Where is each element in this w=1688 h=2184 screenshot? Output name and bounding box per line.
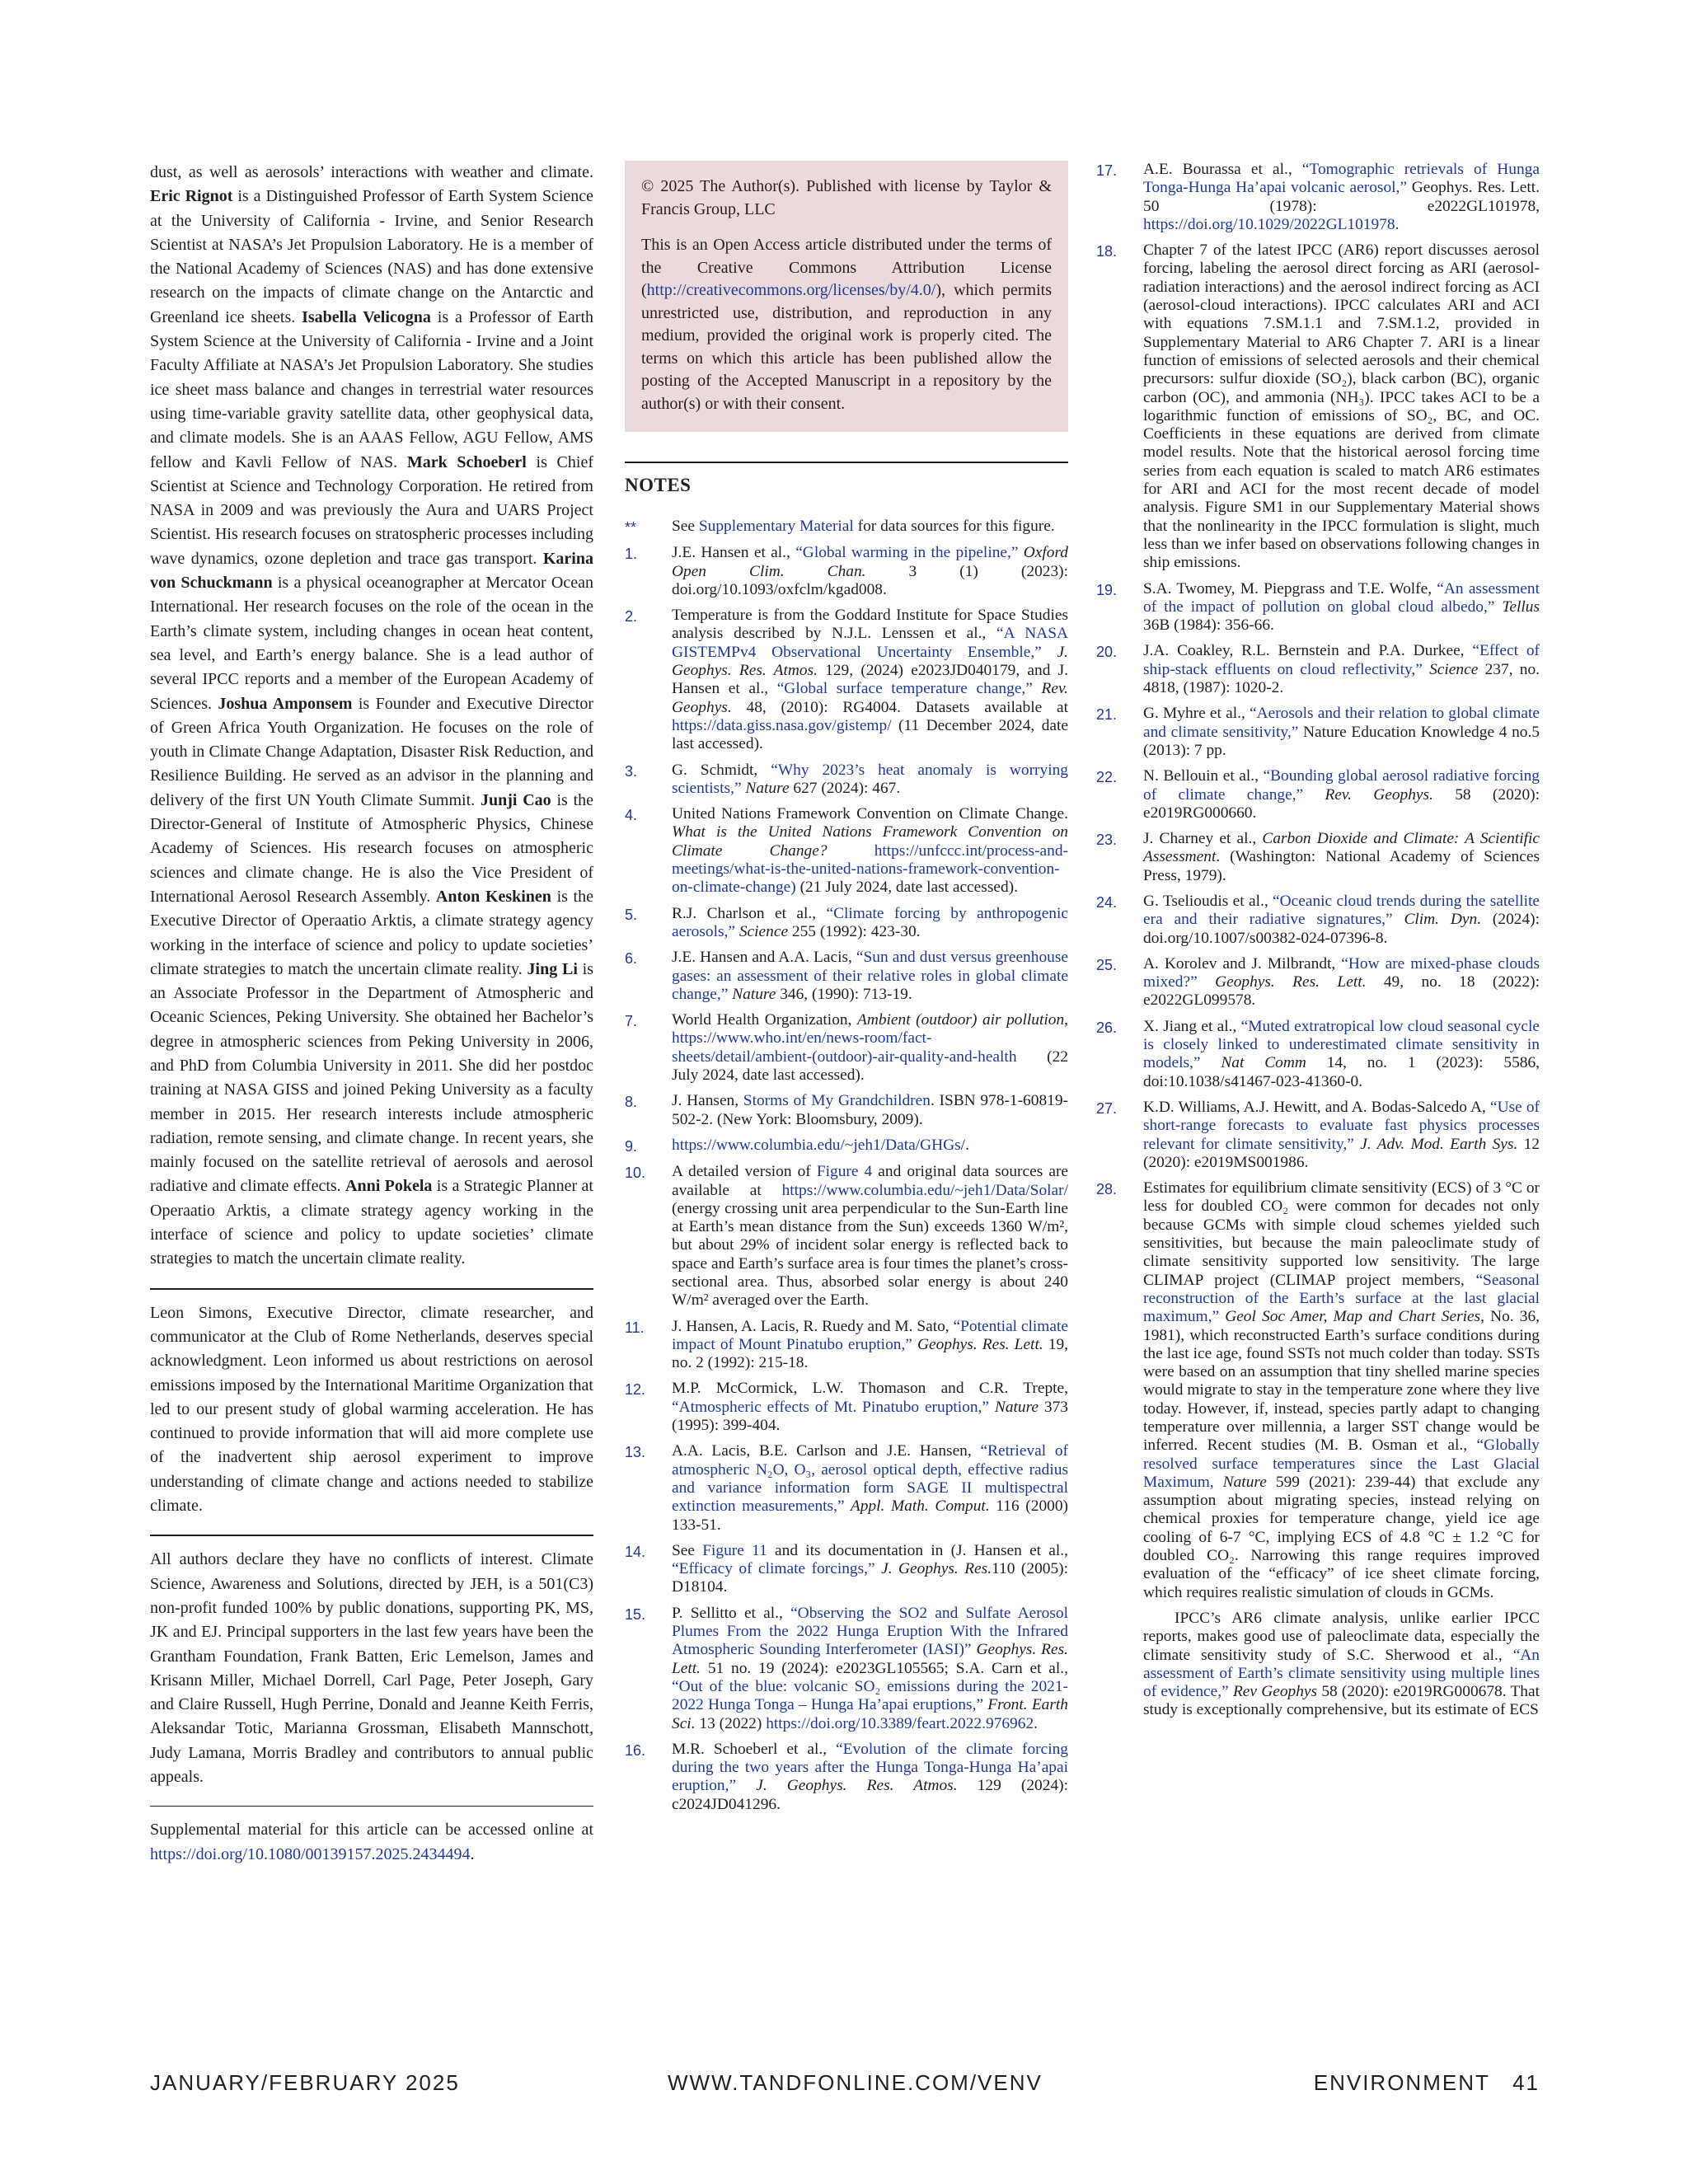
italic-text: Geol Soc Amer, Map and Chart Series bbox=[1219, 1308, 1481, 1326]
footer-website[interactable]: WWW.TANDFONLINE.COM/VENV bbox=[668, 2070, 1043, 2095]
italic-text: J. Geophys. Res. Atmos. bbox=[672, 643, 1068, 680]
italic-text: Nat Comm bbox=[1200, 1054, 1306, 1072]
italic-text: Geophys. Res. Lett. bbox=[672, 1641, 1068, 1677]
note-item bbox=[1096, 767, 1540, 823]
reference-link[interactable]: https://doi.org/10.3389/feart.2022.976962 bbox=[766, 1714, 1034, 1732]
italic-text: Carbon Dioxide and Climate: A Scientific Assessment bbox=[1143, 830, 1540, 866]
note-number[interactable]: 3. bbox=[625, 762, 638, 780]
reference-link[interactable]: “Muted extratropical low cloud seasonal cycle is closely linked to underestimated climate sensitivity in models,” bbox=[1143, 1017, 1540, 1072]
italic-text: Oxford Open Clim. Chan. bbox=[672, 544, 1068, 580]
note-text: G. Tselioudis et al., “Oceanic cloud trends during the satellite era and their radiative signatures,” Clim. Dyn. (2024): doi.org/10.1007/s00382-024-07396-8. bbox=[1143, 892, 1540, 947]
note-text: J.E. Hansen and A.A. Lacis, “Sun and dust versus greenhouse gases: an assessment of their relative roles in global climate change,” Nature 346, (1990): 713-19. bbox=[672, 949, 1068, 1003]
reference-link[interactable]: “Effect of ship-stack effluents on cloud reflectivity,” bbox=[1143, 642, 1540, 678]
note-item bbox=[625, 762, 1068, 799]
note-number[interactable]: 27. bbox=[1096, 1099, 1118, 1117]
note-number[interactable]: 7. bbox=[625, 1013, 638, 1030]
supplemental-text: Supplemental material for this article can be accessed online at https://doi.org/10.1080/00139157.2025.2434494. bbox=[150, 1821, 593, 1863]
note-number[interactable]: 13. bbox=[625, 1444, 646, 1461]
reference-link[interactable]: “Oceanic cloud trends during the satellite era and their radiative signatures,” bbox=[1143, 892, 1540, 929]
footer-issue-date: JANUARY/FEBRUARY 2025 bbox=[150, 2070, 460, 2095]
acknowledgment-section bbox=[150, 1301, 593, 1519]
italic-text: Geophys. Res. Lett. bbox=[1197, 973, 1367, 991]
reference-link[interactable]: “Potential climate impact of Mount Pinatubo eruption,” bbox=[672, 1317, 1068, 1353]
italic-text: J. Adv. Mod. Earth Sys. bbox=[1353, 1135, 1518, 1153]
note-number[interactable]: 24. bbox=[1096, 893, 1118, 911]
note-number[interactable]: 23. bbox=[1096, 832, 1118, 849]
note-text: A.A. Lacis, B.E. Carlson and J.E. Hansen, “Retrieval of atmospheric N₂O, O₃, aerosol optical depth, effective radius and variance information form SAGE II multispectral extinction measurements,” Appl. Math. Comput. 116 (2000) 133-51. bbox=[672, 1442, 1069, 1534]
note-text: https://www.columbia.edu/~jeh1/Data/GHGs/. bbox=[672, 1136, 969, 1154]
left-column bbox=[150, 161, 593, 1867]
note-number[interactable]: 12. bbox=[625, 1381, 646, 1399]
note-text: J. Charney et al., Carbon Dioxide and Climate: A Scientific Assessment. (Washington: National Academy of Sciences Press, 1979). bbox=[1143, 830, 1540, 884]
note-number[interactable]: 17. bbox=[1096, 162, 1118, 179]
note-text: A. Korolev and J. Milbrandt, “How are mixed-phase clouds mixed?” Geophys. Res. Lett. 49, no. 18 (2022): e2022GL099578. bbox=[1143, 954, 1540, 1010]
note-continuation-paragraph: IPCC’s AR6 climate analysis, unlike earlier IPCC reports, makes good use of paleoclimate data, especially the climate sensitivity study of S.C. Sherwood et al., “An assessment of Earth’s climate sensitivity using multiple lines of evidence,” Rev Geophys 58 (2020): e2019RG000678. That study is exceptionally comprehensive, but its estimate of ECS bbox=[1143, 1609, 1540, 1719]
note-text: World Health Organization, Ambient (outdoor) air pollution, https://www.who.int/en/news-room/fact-sheets/detail/ambient-(outdoor)-air-quality-and-health (22 July 2024, date last accessed). bbox=[672, 1011, 1068, 1085]
author-name: Jing Li bbox=[527, 959, 578, 978]
reference-link[interactable]: “Climate forcing by anthropogenic aerosols,” bbox=[672, 904, 1068, 940]
reference-link[interactable]: https://www.columbia.edu/~jeh1/Data/GHGs/ bbox=[672, 1136, 966, 1154]
note-item bbox=[625, 1011, 1068, 1085]
italic-text: Appl. Math. Comput. bbox=[844, 1497, 990, 1516]
note-number[interactable]: 19. bbox=[1096, 581, 1118, 598]
note-item bbox=[1096, 580, 1540, 635]
note-text: Temperature is from the Goddard Institute for Space Studies analysis described by N.J.L. Lenssen et al., “A NASA GISTEMPv4 Observational Uncertainty Ensemble,” J. Geophys. Res. Atmos. 129, (2024) e2023JD040179, and J. Hansen et al., “Global surface temperature change,” Rev. Geophys. 48, (2010): RG4004. Datasets available at https://data.giss.nasa.gov/gistemp/ (11 December 2024, date last accessed). bbox=[672, 607, 1068, 753]
italic-text: Clim. Dyn. bbox=[1392, 911, 1482, 929]
note-number[interactable]: 5. bbox=[625, 906, 638, 923]
note-number[interactable]: 9. bbox=[625, 1137, 638, 1155]
note-item bbox=[625, 1442, 1068, 1534]
note-number[interactable]: 15. bbox=[625, 1605, 646, 1623]
note-item bbox=[625, 1380, 1068, 1435]
reference-link[interactable]: “A NASA GISTEMPv4 Observational Uncertainty Ensemble,” bbox=[672, 625, 1068, 661]
note-item bbox=[625, 805, 1068, 897]
reference-link[interactable]: “Why 2023’s heat anomaly is worrying scientists,” bbox=[672, 761, 1068, 797]
note-number[interactable]: 4. bbox=[625, 807, 638, 824]
italic-text: Nature bbox=[728, 985, 776, 1003]
note-text: K.D. Williams, A.J. Hewitt, and A. Bodas-Salcedo A, “Use of short-range forecasts to evaluate fast physics processes relevant for climate sensitivity,” J. Adv. Mod. Earth Sys. 12 (2020): e2019MS001986. bbox=[1143, 1098, 1540, 1171]
reference-link[interactable]: “Evolution of the climate forcing during the two years after the Hunga Tonga-Hunga Ha’apai eruption,” bbox=[672, 1740, 1068, 1795]
note-text: A detailed version of Figure 4 and original data sources are available at https://www.columbia.edu/~jeh1/Data/Solar/ (energy crossing unit area perpendicular to the Sun-Earth line at Earth’s mean distance from the Sun) exceeds 1360 W/m², but about 29% of incident solar energy is reflected back to space and Earth’s surface area is four times the planet’s cross-sectional area. Thus, absorbed solar energy is about 240 W/m² averaged over the Earth. bbox=[672, 1163, 1069, 1310]
italic-text: Ambient (outdoor) air pollution bbox=[856, 1011, 1065, 1029]
note-item bbox=[625, 1137, 1068, 1155]
author-name: Anton Keskinen bbox=[435, 887, 551, 906]
reference-link[interactable]: https://www.who.int/en/news-room/fact-sheets/detail/ambient-(outdoor)-air-quality-and-health bbox=[672, 1029, 1017, 1066]
reference-link[interactable]: “Observing the SO2 and Sulfate Aerosol Plumes From the 2022 Hunga Eruption With the Infrared Atmospheric Sounding Interferometer (IASI)” bbox=[672, 1604, 1068, 1659]
license-copyright: © 2025 The Author(s). Published with license by Taylor & Francis Group, LLC bbox=[641, 177, 1052, 218]
section-divider bbox=[150, 1806, 593, 1807]
reference-link[interactable]: “Sun and dust versus greenhouse gases: an assessment of their relative roles in global climate change,” bbox=[672, 949, 1068, 1003]
note-text: J. Hansen, Storms of My Grandchildren. ISBN 978-1-60819-502-2. (New York: Bloomsbury, 2009). bbox=[672, 1092, 1068, 1128]
author-name: Mark Schoeberl bbox=[406, 452, 527, 471]
note-item bbox=[1096, 893, 1540, 948]
note-item bbox=[625, 518, 1068, 537]
note-item bbox=[625, 1741, 1068, 1814]
italic-text: Rev Geophys bbox=[1228, 1683, 1318, 1701]
note-number[interactable]: 14. bbox=[625, 1543, 646, 1560]
reference-link[interactable]: “Out of the blue: volcanic SO₂ emissions during the 2021-2022 Hunga Tonga – Hunga Ha’apai eruptions,” bbox=[672, 1677, 1068, 1714]
reference-link[interactable]: “Seasonal reconstruction of the Earth’s surface at the last glacial maximum,” bbox=[1143, 1271, 1540, 1326]
reference-link[interactable]: https://data.giss.nasa.gov/gistemp/ bbox=[672, 716, 892, 734]
note-number[interactable]: 16. bbox=[625, 1741, 646, 1759]
author-name: Joshua Amponsem bbox=[218, 694, 353, 713]
italic-text: Nature bbox=[989, 1398, 1039, 1416]
reference-link[interactable]: “Globally resolved surface temperatures since the Last Glacial Maximum, bbox=[1143, 1436, 1540, 1491]
author-name: Junji Cao bbox=[480, 790, 551, 809]
note-text: Chapter 7 of the latest IPCC (AR6) report discusses aerosol forcing, labeling the aerosol direct forcing as ARI (aerosol-radiation interactions) and the aerosol indirect forcing as ACI (aerosol-cloud interactions). IPCC calculates ARI and ACI with equations 7.SM.1.1 and 7.SM.1.2, provided in Supplementary Material to AR6 Chapter 7. ARI is a linear function of emissions of selected aerosols and their chemical precursors: sulfur dioxide (SO₂), black carbon (BC), organic carbon (OC), and ammonia (NH₃). IPCC takes ACI to be a logarithmic function of emissions of SO₂, BC, and OC. Coefficients in these equations are derived from climate model results. Note that the historical aerosol forcing time series from each equation is scaled to match AR6 estimates for ARI and ACI for the most recent decade of model analysis. Figure SM1 in our Supplementary Material shows that the nonlinearity in the IPCC formulation is slight, much less than we infer based on observations following changes in ship emissions. bbox=[1143, 241, 1540, 572]
reference-link[interactable]: Figure 11 bbox=[702, 1541, 767, 1559]
note-text: J. Hansen, A. Lacis, R. Ruedy and M. Sato, “Potential climate impact of Mount Pinatubo eruption,” Geophys. Res. Lett. 19, no. 2 (1992): 215-18. bbox=[672, 1317, 1068, 1372]
reference-link[interactable]: Figure 4 bbox=[816, 1163, 873, 1181]
note-item bbox=[1096, 1179, 1540, 1602]
reference-link[interactable]: “Tomographic retrievals of Hunga Tonga-Hunga Ha’apai volcanic aerosol,” bbox=[1143, 161, 1540, 197]
right-column bbox=[1096, 161, 1540, 1720]
reference-link[interactable]: http://creativecommons.org/licenses/by/4.0/ bbox=[646, 281, 936, 299]
supplemental-section bbox=[150, 1818, 593, 1867]
note-text: United Nations Framework Convention on Climate Change. What is the United Nations Framework Convention on Climate Change? https://unfccc.int/process-and-meetings/what-is-the-united-nations-framework-convention-on-climate-change) (21 July 2024, date last accessed). bbox=[672, 805, 1068, 897]
italic-text: Front. Earth Sci. bbox=[672, 1696, 1068, 1732]
reference-link[interactable]: https://doi.org/10.1029/2022GL101978 bbox=[1143, 215, 1395, 233]
note-text: J.E. Hansen et al., “Global warming in the pipeline,” Oxford Open Clim. Chan. 3 (1) (2023): doi.org/10.1093/oxfclm/kgad008. bbox=[672, 544, 1068, 598]
section-divider bbox=[150, 1535, 593, 1536]
note-text: See Figure 11 and its documentation in (J. Hansen et al., “Efficacy of climate forcings,” J. Geophys. Res.110 (2005): D18104. bbox=[672, 1541, 1068, 1596]
reference-link[interactable]: “Efficacy of climate forcings,” bbox=[672, 1560, 875, 1578]
license-text: This is an Open Access article distributed under the terms of the Creative Commons Attribution License (http://creativecommons.org/licenses/by/4.0/), which permits unrestricted use, distribution, and reproduction in any medium, provided the original work is properly cited. The terms on which this article has been published allow the posting of the Accepted Manuscript in a repository by the author(s) or with their consent. bbox=[641, 236, 1052, 413]
note-number[interactable]: 28. bbox=[1096, 1181, 1118, 1198]
reference-link[interactable]: https://doi.org/10.1080/00139157.2025.2434494 bbox=[150, 1844, 471, 1863]
reference-link[interactable]: https://www.columbia.edu/~jeh1/Data/Solar/ bbox=[781, 1181, 1068, 1199]
note-item bbox=[625, 1318, 1068, 1373]
reference-link[interactable]: “Retrieval of atmospheric N₂O, O₃, aerosol optical depth, effective radius and variance information form SAGE II multispectral extinction measurements,” bbox=[672, 1442, 1068, 1516]
note-text: M.R. Schoeberl et al., “Evolution of the climate forcing during the two years after the Hunga Tonga-Hunga Ha’apai eruption,” J. Geophys. Res. Atmos. 129 (2024): c2024JD041296. bbox=[672, 1740, 1068, 1813]
italic-text: Geophys. Res. Lett. bbox=[912, 1335, 1043, 1353]
note-number[interactable]: 18. bbox=[1096, 243, 1118, 260]
reference-link[interactable]: Supplementary Material bbox=[698, 518, 854, 535]
note-number[interactable]: 1. bbox=[625, 546, 638, 563]
italic-text: Nature bbox=[741, 779, 790, 797]
note-item bbox=[1096, 830, 1540, 885]
middle-column bbox=[625, 161, 1068, 1821]
note-number[interactable]: 6. bbox=[625, 950, 638, 968]
note-item bbox=[1096, 642, 1540, 697]
note-item bbox=[625, 607, 1068, 753]
italic-text: Science bbox=[1422, 660, 1479, 678]
note-text: X. Jiang et al., “Muted extratropical low cloud seasonal cycle is closely linked to underestimated climate sensitivity in models,” Nat Comm 14, no. 1 (2023): 5586, doi:10.1038/s41467-023-41360-0. bbox=[1143, 1017, 1540, 1090]
note-number[interactable]: 11. bbox=[625, 1319, 645, 1336]
author-name: Eric Rignot bbox=[150, 187, 233, 206]
note-text: P. Sellitto et al., “Observing the SO2 and Sulfate Aerosol Plumes From the 2022 Hunga Eruption With the Infrared Atmospheric Sounding Interferometer (IASI)” Geophys. Res. Lett. 51 no. 19 (2024): e2023GL105565; S.A. Carn et al., “Out of the blue: volcanic SO₂ emissions during the 2021-2022 Hunga Tonga – Hunga Ha’apai eruptions,” Front. Earth Sci. 13 (2022) https://doi.org/10.3389/feart.2022.976962. bbox=[672, 1604, 1068, 1732]
reference-link[interactable]: “Use of short-range forecasts to evaluate fast physics processes relevant for climate sensitivity,” bbox=[1143, 1098, 1540, 1153]
note-number[interactable]: 2. bbox=[625, 608, 638, 626]
conflicts-text: All authors declare they have no conflicts of interest. Climate Science, Awareness and Solutions, directed by JEH, is a 501(C3) non-profit funded 100% by public donations, supporting PK, MS, JK and EJ. Principal supporters in the last few years have been the Grantham Foundation, Frank Batten, Eric Lemelson, James and Krisann Miller, Michael Dorrell, Carl Page, Peter Joseph, Gary and Claire Russell, Hugh Perrine, Donald and Jeanne Keith Ferris, Aleksandar Totic, Marianna Grossman, Elisabeth Mannschott, Judy Lamana, Morris Bradley and contributors to annual public appeals. bbox=[150, 1550, 593, 1786]
note-number[interactable]: 25. bbox=[1096, 956, 1118, 973]
section-divider bbox=[150, 1288, 593, 1290]
reference-link[interactable]: “Global surface temperature change,” bbox=[776, 680, 1033, 698]
italic-text: Rev. Geophys. bbox=[672, 680, 1068, 716]
reference-link[interactable]: “How are mixed-phase clouds mixed?” bbox=[1143, 954, 1540, 991]
reference-link[interactable]: https://unfccc.int/process-and-meetings/what-is-the-united-nations-framework-convention-on-climate-change) bbox=[672, 841, 1068, 897]
note-number[interactable]: 8. bbox=[625, 1094, 638, 1111]
footer-journal-page: ENVIRONMENT 41 bbox=[1313, 2070, 1540, 2095]
note-item bbox=[625, 1542, 1068, 1597]
notes-list bbox=[625, 518, 1068, 1814]
note-text: R.J. Charlson et al., “Climate forcing by anthropogenic aerosols,” Science 255 (1992): 423-30. bbox=[672, 904, 1068, 940]
note-text: A.E. Bourassa et al., “Tomographic retrievals of Hunga Tonga-Hunga Ha’apai volcanic aerosol,” Geophys. Res. Lett. 50 (1978): e2022GL101978, https://doi.org/10.1029/2022GL101978. bbox=[1143, 161, 1540, 233]
note-text: N. Bellouin et al., “Bounding global aerosol radiative forcing of climate change,” Rev. Geophys. 58 (2020): e2019RG000660. bbox=[1143, 767, 1540, 822]
reference-link[interactable]: “An assessment of the impact of pollution on global cloud albedo,” bbox=[1143, 579, 1540, 616]
note-number[interactable]: ** bbox=[625, 519, 637, 536]
note-item bbox=[1096, 241, 1540, 572]
note-number[interactable]: 22. bbox=[1096, 769, 1118, 786]
note-text: See Supplementary Material for data sources for this figure. bbox=[672, 518, 1055, 535]
author-name: Isabella Velicogna bbox=[302, 307, 431, 326]
italic-text: J. Geophys. Res. Atmos. bbox=[736, 1777, 958, 1795]
reference-link[interactable]: “Aerosols and their relation to global climate and climate sensitivity,” bbox=[1143, 705, 1540, 741]
note-item bbox=[625, 1605, 1068, 1733]
note-text: G. Myhre et al., “Aerosols and their relation to global climate and climate sensitivity,” Nature Education Knowledge 4 no.5 (2013): 7 pp. bbox=[1143, 705, 1540, 759]
conflicts-section bbox=[150, 1548, 593, 1789]
note-item bbox=[625, 949, 1068, 1004]
reference-link[interactable]: “Bounding global aerosol radiative forcing of climate change,” bbox=[1143, 767, 1540, 804]
notes-heading: NOTES bbox=[625, 462, 1068, 496]
note-text: G. Schmidt, “Why 2023’s heat anomaly is worrying scientists,” Nature 627 (2024): 467. bbox=[672, 761, 1068, 797]
reference-link[interactable]: “Global warming in the pipeline,” bbox=[795, 544, 1019, 562]
note-number[interactable]: 20. bbox=[1096, 644, 1118, 661]
author-name: Karina von Schuckmann bbox=[150, 549, 593, 593]
note-item bbox=[625, 905, 1068, 942]
bio-paragraph: dust, as well as aerosols’ interactions with weather and climate. Eric Rignot is a Distinguished Professor of Earth System Science at the University of California - Irvine, and Senior Research Scientist at NASA’s Jet Propulsion Laboratory. He is a member of the National Academy of Sciences (NAS) and has done extensive research on the impacts of climate change on the Antarctic and Greenland ice sheets. Isabella Velicogna is a Professor of Earth System Science at the University of California - Irvine and a Joint Faculty Affiliate at NASA’s Jet Propulsion Laboratory. She studies ice sheet mass balance and changes in terrestrial water resources using time-variable gravity satellite data, other geophysical data, and climate models. She is an AAAS Fellow, AGU Fellow, AMS fellow and Kavli Fellow of NAS. Mark Schoeberl is Chief Scientist at Science and Technology Corporation. He retired from NASA in 2009 and was previously the Aura and UARS Project Scientist. His research focuses on stratospheric processes including wave dynamics, ozone depletion and trace gas transport. Karina von Schuckmann is a physical oceanographer at Mercator Ocean International. Her research focuses on the role of the ocean in the Earth’s climate system, including changes in ocean heat content, sea level, and Earth’s energy balance. She is a lead author of several IPCC reports and a member of the European Academy of Sciences. Joshua Amponsem is Founder and Executive Director of Green Africa Youth Organization. He focuses on the role of youth in Climate Change Adaptation, Disaster Risk Reduction, and Resilience Building. He served as an advisor in the planning and delivery of the first UN Youth Climate Summit. Junji Cao is the Director-General of Institute of Atmospheric Physics, Chinese Academy of Sciences. His research focuses on atmospheric sciences and climate change. He is also the Vice President of International Aerosol Research Assembly. Anton Keskinen is the Executive Director of Operaatio Arktis, a climate strategy agency working in the interface of science and policy to update societies’ climate strategies to match the uncertain climate reality. Jing Li is an Associate Professor in the Department of Atmospheric and Oceanic Sciences, Peking University. She obtained her Bachelor’s degree in atmospheric sciences from Peking University in 2006, and PhD from Columbia University in 2011. She did her postdoc training at NASA GISS and joined Peking University as a faculty member in 2015. Her research interests include atmospheric radiation, remote sensing, and climate change. In recent years, she mainly focused on the satellite retrieval of aerosols and aerosol radiative and climate effects. Anni Pokela is a Strategic Planner at Operaatio Arktis, a climate strategy agency working in the interface of science and policy to update societies’ climate strategies to match the uncertain climate reality. bbox=[150, 163, 594, 1268]
note-text: Estimates for equilibrium climate sensitivity (ECS) of 3 °C or less for doubled CO₂ were common for decades not only because GCMs with simple cloud schemes yielded such sensitivities, but because the main paleoclimate study of climate sensitivity supported low sensitivity. The large CLIMAP project (CLIMAP project members, “Seasonal reconstruction of the Earth’s surface at the last glacial maximum,” Geol Soc Amer, Map and Chart Series, No. 36, 1981), which reconstructed Earth’s surface conditions during the last ice age, found SSTs not much colder than today. SSTs were based on an assumption that tiny shelled marine species would migrate to stay in the temperature zone where they live today. However, if, instead, species partly adapt to changing temperature over millennia, a larger SST change would be inferred. Recent studies (M. B. Osman et al., “Globally resolved surface temperatures since the Last Glacial Maximum, Nature 599 (2021): 239-44) that exclude any assumption about migrating species, instead relying on chemical proxies for temperature change, yield ice age cooling of 6-7 °C, implying ECS of 4.8 °C ± 1.2 °C for doubled CO₂. Narrowing this range requires improved evaluation of the “efficacy” of ice sheet climate forcing, which requires realistic simulation of clouds in GCMs. bbox=[1143, 1179, 1540, 1601]
license-box bbox=[625, 161, 1068, 432]
author-name: Anni Pokela bbox=[345, 1177, 433, 1196]
note-number[interactable]: 10. bbox=[625, 1165, 646, 1182]
note-item bbox=[1096, 955, 1540, 1010]
italic-text: Tellus bbox=[1494, 598, 1540, 616]
italic-text: Science bbox=[735, 922, 789, 940]
italic-text: Nature bbox=[1213, 1473, 1267, 1491]
reference-link[interactable]: “Atmospheric effects of Mt. Pinatubo eruption,” bbox=[672, 1398, 990, 1416]
reference-link[interactable]: Storms of My Grandchildren bbox=[743, 1092, 931, 1110]
note-text: J.A. Coakley, R.L. Bernstein and P.A. Durkee, “Effect of ship-stack effluents on cloud reflectivity,” Science 237, no. 4818, (1987): 1020-2. bbox=[1143, 642, 1540, 697]
acknowledgment-text: Leon Simons, Executive Director, climate researcher, and communicator at the Club of Rome Netherlands, deserves special acknowledgment. Leon informed us about restrictions on aerosol emissions imposed by the International Maritime Organization that led to our present study of global warming acceleration. He has continued to provide information that will aid more complete use of the inadvertent ship aerosol experiment to improve understanding of climate change and actions needed to stabilize climate. bbox=[150, 1303, 593, 1516]
note-number[interactable]: 21. bbox=[1096, 706, 1118, 724]
note-item bbox=[1096, 161, 1540, 234]
reference-link[interactable]: “An assessment of Earth’s climate sensitivity using multiple lines of evidence,” bbox=[1143, 1646, 1540, 1701]
notes-list-continued bbox=[1096, 161, 1540, 1602]
note-item bbox=[625, 1163, 1068, 1310]
note-item bbox=[1096, 1018, 1540, 1091]
author-bios bbox=[150, 161, 593, 1272]
italic-text: What is the United Nations Framework Convention on Climate Change? bbox=[672, 823, 1068, 860]
note-text: M.P. McCormick, L.W. Thomason and C.R. Trepte, “Atmospheric effects of Mt. Pinatubo eruption,” Nature 373 (1995): 399-404. bbox=[672, 1380, 1068, 1435]
italic-text: J. Geophys. Res. bbox=[874, 1560, 992, 1578]
note-item bbox=[1096, 1099, 1540, 1172]
note-text: S.A. Twomey, M. Piepgrass and T.E. Wolfe, “An assessment of the impact of pollution on global cloud albedo,” Tellus 36B (1984): 356-66. bbox=[1143, 579, 1540, 635]
note-item bbox=[1096, 705, 1540, 760]
note-number[interactable]: 26. bbox=[1096, 1019, 1118, 1036]
note-item bbox=[625, 544, 1068, 599]
note-item bbox=[625, 1092, 1068, 1129]
italic-text: Rev. Geophys. bbox=[1303, 785, 1433, 804]
